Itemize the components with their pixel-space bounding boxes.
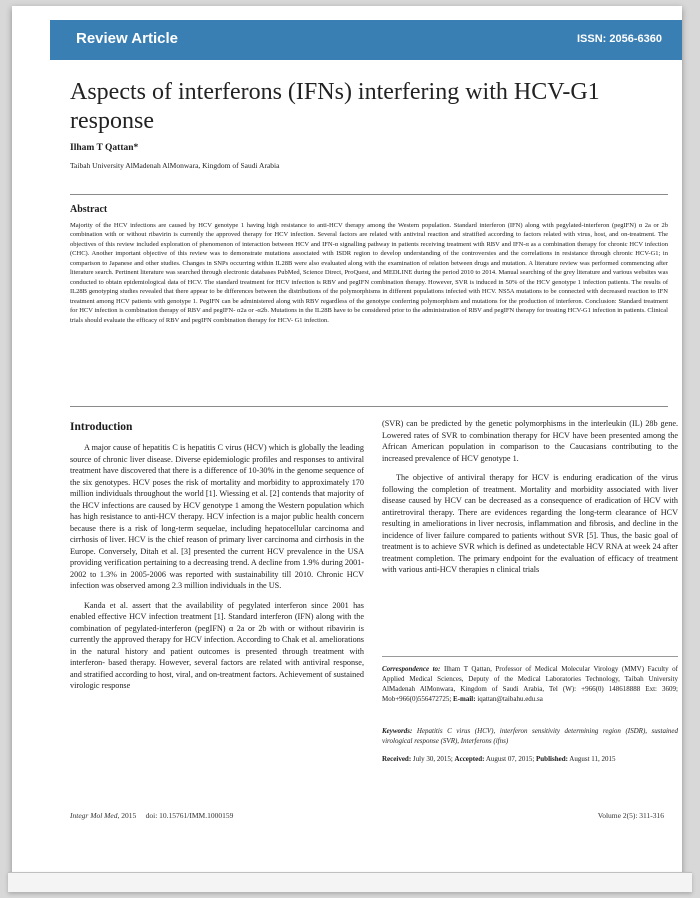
- keywords-block: [382, 726, 678, 746]
- divider-top: [70, 194, 668, 195]
- body-paragraph: A major cause of hepatitis C is hepatitis C virus (HCV) which is globally the leading source of chronic liver disease. Diverse epidemiologic profiles and responses to antiviral treatment have discovered that there is a difference of 10-30% in the genome sequence of the six genotypes. HCV poses the risk of mortality and morbidity to approximately 170 million individuals throughout the world [1]. Wiessing et al. [2] contends that majority of the HCV infections are caused by HCV genotype 1 among the Western population which has high resistance to anti-HCV therapy. HCV infection is a major public health concern because there is a risk of long-term sequelae, including hepatocellular carcinoma and cirrhosis of liver. HCV is the chief reason of primary liver carcinoma and cirrhosis in the Europe. Conversely, Ditah et al. [3] presented the current HCV prevalence in the USA providing verification pertaining to a decreasing trend. A decline from 1.9% during 2001-2002 to 1.3% in 2005-2006 was reported with sustainability till 2010. Chronic HCV infection was observed among 2.3 million individuals in the US.: [70, 443, 364, 590]
- published-label: Published:: [536, 755, 568, 763]
- accepted-label: Accepted:: [454, 755, 485, 763]
- body-paragraph: The objective of antiviral therapy for HCV is enduring eradication of the virus following the completion of treatment. Mortality and morbidity associated with liver disease caused by HCV can be decreased as a consequence of eradication of HCV with antiretroviral therapy. There are evidences regarding the long-term clearance of HCV resulting in ameliorations in liver necrosis, inflammation and fibrosis, and decline in the incidence of liver failure compared to patients without SVR [5]. Thus, the basic goal of treatment is to achieve SVR which is defined as undetectable HCV RNA at week 24 after treatment completion. The primary endpoint for the evaluation of efficacy of treatment with various anti-HCV therapies n clinical trials: [382, 473, 678, 574]
- journal-year: 2015: [121, 811, 137, 820]
- footer-volume: Volume 2(5): 311-316: [597, 811, 664, 820]
- correspondence-label: Correspondence to:: [382, 665, 441, 673]
- author-affiliation: Taibah University AlMadenah AlMonwara, Kingdom of Saudi Arabia: [70, 161, 280, 170]
- correspondence-block: [382, 664, 678, 704]
- email-label: E-mail:: [453, 695, 476, 703]
- next-page-edge: [8, 872, 692, 892]
- body-paragraph: Kanda et al. assert that the availability of pegylated interferon since 2001 has enabled effective HCV infection treatment [1]. Standard interferon (IFN) along with the combination of pegylated-interferon (pegIFN) α 2a or 2b with or without ribavirin is currently the approved therapy for HCV infection. According to Chak et al. ameliorations in the natural history and patient outcomes is presented through treatment with interferon- based therapy. However, several factors are related with antiviral response, and stratified according to host, viral, and on-treatment factors. Achievement of sustained virologic response: [70, 600, 364, 690]
- journal-page: [12, 6, 682, 876]
- right-column: [382, 418, 678, 584]
- keywords-text: Hepatitis C virus (HCV), interferon sensitivity determining region (ISDR), sustained virological response (SVR), Interferons (ifns): [382, 727, 678, 745]
- email-link[interactable]: iqattan@taibahu.edu.sa: [477, 695, 543, 703]
- issn: ISSN: 2056-6360: [577, 33, 662, 45]
- footer-citation: [70, 811, 233, 820]
- article-type: Review Article: [76, 30, 178, 47]
- divider-abstract: [70, 406, 668, 407]
- received-date: July 30, 2015;: [412, 755, 453, 763]
- keywords-label: Keywords:: [382, 727, 413, 735]
- left-column: [70, 442, 364, 700]
- correspondence-text: Ilham T Qattan, Professor of Medical Molecular Virology (MMV) Faculty of Applied Medical Sciences, Deputy of the Medical Laboratories Technology, Taibah University AlMadenah AlMonwara, Kingdom of Saudi Arabia, Tel (W): +966(0) 148618888 Ext: 3609; Mob+966(0)556472725;: [382, 665, 678, 703]
- accepted-date: August 07, 2015;: [485, 755, 535, 763]
- dates-block: [382, 754, 678, 764]
- body-paragraph: (SVR) can be predicted by the genetic polymorphisms in the interleukin (IL) 28b gene. Lowered rates of SVR to combination therapy for HCV have been presented among the African American population in comparison to the Caucasians contributing to the increased prevalence of HCV genotype 1.: [382, 419, 678, 463]
- article-title: Aspects of interferons (IFNs) interfering with HCV-G1 response: [70, 79, 600, 134]
- received-label: Received:: [382, 755, 412, 763]
- abstract-text: Majority of the HCV infections are caused by HCV genotype 1 having high resistance to anti-HCV therapy among the Western population. Standard interferon (IFN) along with pegylated-interferon (pegIFN) α 2a or 2b combination with or without ribavirin is currently the approved therapy for HCV infection. Several factors are related with antiviral reaction and stratified according to factors related with virus, host, and on-treatment. The objectives of this review included exploration of phenomenon of interaction between HCV and IFN-α signalling pathway in patients receiving treatment with RBV and IFN-α as a combination therapy for chronic HCV infection (CHC). Another important objective of this review was to demonstrate mutations associated with ISDR region to develop understanding of the controversies and the correlations in resistance through chronic HCV-G1; in comparison to Japanese and other studies. Changes in SNPs occurring within IL28B were also evaluated along with the examination of relation between drugs and mutation. A literature review was performed commencing after literature search. Pertinent literature was searched through electronic databases PubMed, Science Direct, ProQuest, and MEDLINE during the period 2010 to 2014. Manual searching of the grey literature and various websites was conducted to obtain epidemiological data of HCV. The standard treatment for HCV infection is RBV and pegIFN combination therapy. However, SVR is induced in 50% of the HCV genotype 1 infection patients. The results of IL28B genotyping studies revealed that there appear to be differences between the distributions of the polymorphisms in different populations infected with HCV. NS5A mutations to be connected with decreased reaction to IFN treatment among HCV patients with genotype 1. PegIFN can be administered along with RBV regardless of the genotype conferring polymorphism and mutations for the production of interferon. Conclusion: Standard treatment for HCV infection is combination therapy of RBV and pegIFN- α2a or -α2b. Mutations in the IL28B have to be considered prior to the administration of RBV and pegIFN therapy for treating HCV-G1 infection in patients. Clinical trials should evaluate the efficacy of RBV and pegIFN combination therapy for HCV- G1 infection.: [70, 222, 668, 324]
- author-name: Ilham T Qattan*: [70, 143, 139, 153]
- divider-correspondence: [382, 656, 678, 657]
- header-banner: [50, 20, 682, 60]
- journal-name: Integr Mol Med,: [70, 811, 120, 820]
- abstract-heading: Abstract: [70, 204, 108, 215]
- published-date: August 11, 2015: [569, 755, 616, 763]
- doi[interactable]: doi: 10.15761/IMM.1000159: [145, 811, 234, 820]
- introduction-heading: Introduction: [70, 421, 133, 433]
